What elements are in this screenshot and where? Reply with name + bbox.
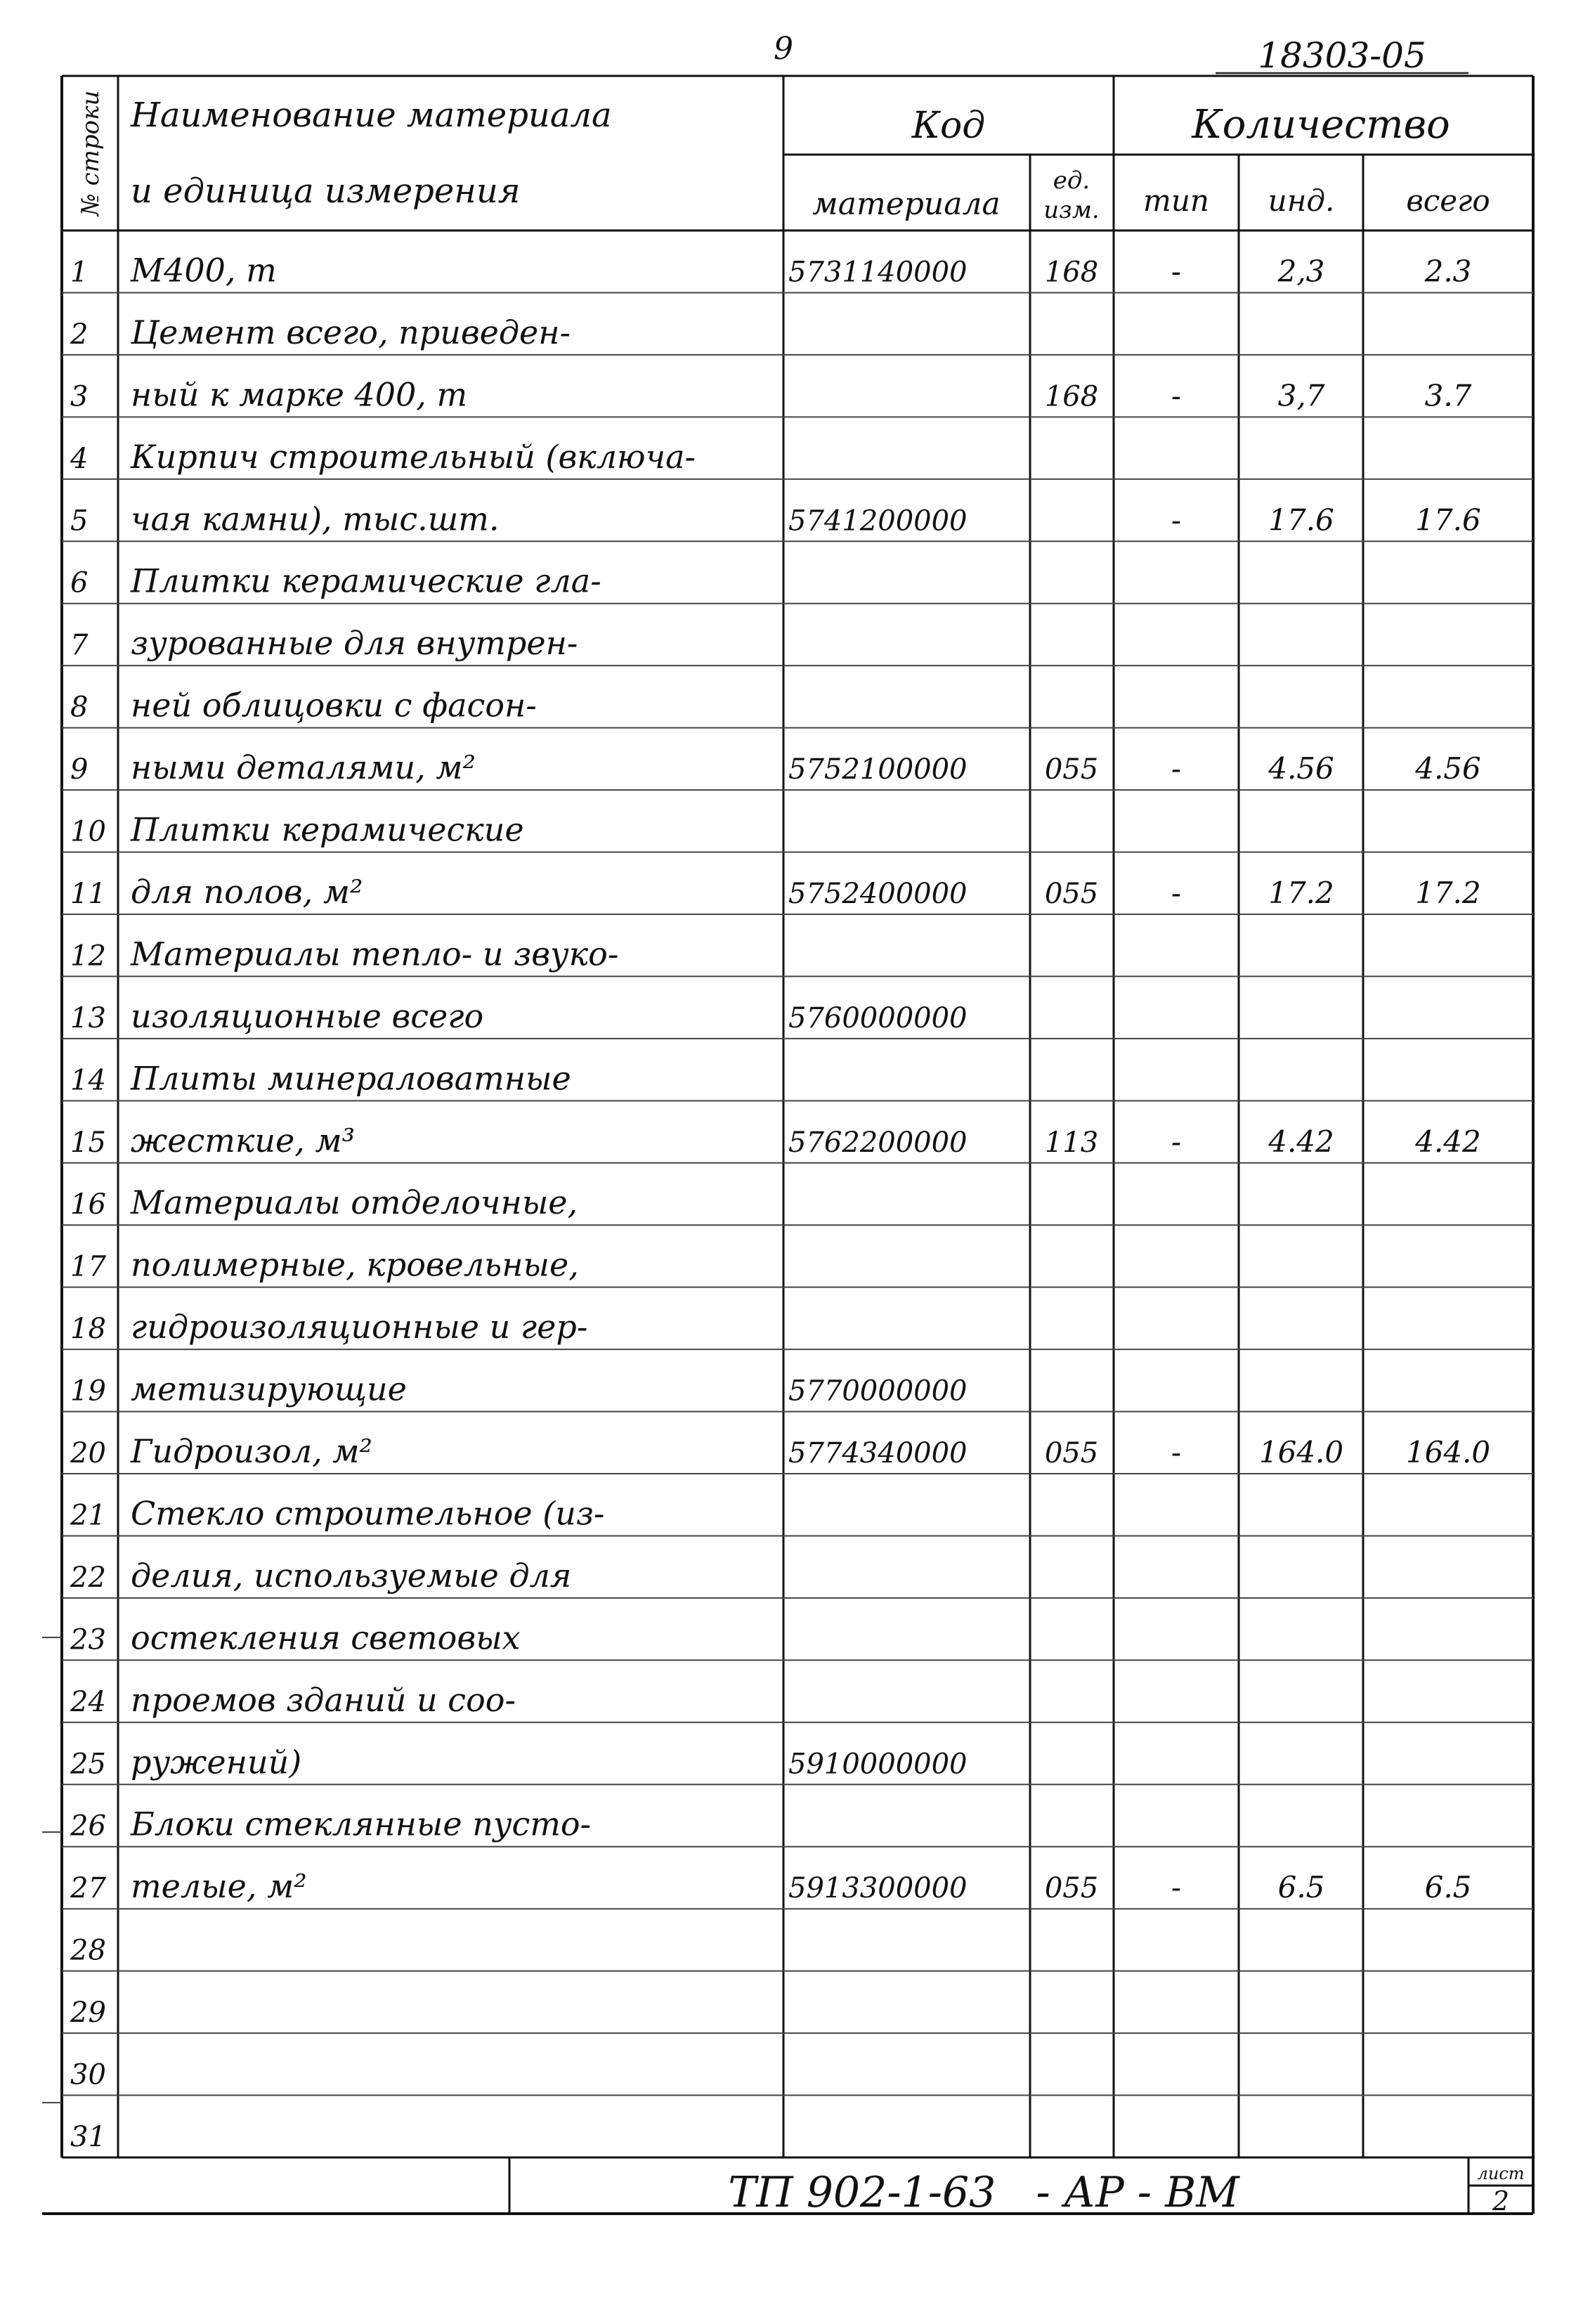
unit-code: 055	[1044, 877, 1099, 910]
material-name: полимерные, кровельные,	[131, 1245, 579, 1284]
material-name: изоляционные всего	[131, 997, 484, 1035]
table-row	[70, 313, 571, 351]
table-row	[70, 1805, 591, 1843]
header-code: Код	[911, 105, 986, 147]
row-number: 19	[70, 1375, 106, 1408]
table-row	[70, 438, 696, 476]
table-row	[70, 997, 968, 1035]
qty-total: 4.56	[1415, 751, 1481, 786]
table-row	[70, 1246, 579, 1284]
qty-type: -	[1171, 1124, 1182, 1159]
table-row	[70, 811, 524, 849]
row-number: 8	[70, 691, 89, 724]
material-name: проемов зданий и соо-	[131, 1680, 516, 1719]
document-code: 18303-05	[1258, 35, 1426, 76]
material-code: 5770000000	[788, 1375, 968, 1408]
header-row-number: № строки	[77, 90, 105, 216]
material-code: 5762200000	[788, 1126, 968, 1159]
unit-code: 168	[1044, 256, 1099, 289]
qty-ind: 17.2	[1268, 875, 1334, 910]
material-code: 5752400000	[788, 877, 968, 910]
table-row	[70, 1557, 571, 1595]
qty-type: -	[1171, 254, 1182, 289]
unit-code: 055	[1044, 1437, 1099, 1470]
table-row	[70, 1867, 1471, 1905]
material-name: гидроизоляционные и гер-	[131, 1308, 588, 1346]
qty-ind: 6.5	[1277, 1870, 1325, 1905]
header-quantity: Количество	[1192, 102, 1450, 148]
material-name: Материалы отделочные,	[131, 1183, 578, 1222]
unit-code: 168	[1044, 380, 1099, 413]
unit-code: 055	[1044, 1872, 1099, 1905]
row-number: 31	[70, 2121, 106, 2153]
row-number: 21	[70, 1499, 106, 1532]
material-code: 5752100000	[788, 753, 968, 786]
unit-code: 055	[1044, 753, 1099, 786]
material-name: жесткие, м³	[131, 1121, 356, 1160]
row-number: 5	[70, 505, 89, 538]
table-row	[70, 1618, 521, 1656]
table-row	[70, 2059, 106, 2091]
material-name: Плитки керамические гла-	[131, 561, 601, 600]
material-name: остекления световых	[131, 1618, 521, 1657]
qty-total: 17.2	[1415, 875, 1481, 910]
qty-type: -	[1171, 378, 1182, 413]
material-code: 5774340000	[788, 1437, 968, 1470]
table-row	[70, 1122, 1481, 1160]
qty-ind: 164.0	[1258, 1435, 1344, 1470]
header-qty-type: тип	[1143, 183, 1209, 218]
material-name: делия, используемые для	[131, 1556, 572, 1595]
material-name: Стекло строительное (из-	[131, 1494, 605, 1533]
qty-total: 4.42	[1415, 1124, 1481, 1159]
row-number: 27	[70, 1872, 106, 1905]
materials-table-body	[70, 251, 1490, 2153]
material-name: телые, м²	[131, 1867, 307, 1906]
row-number: 4	[70, 442, 89, 475]
qty-ind: 3,7	[1277, 378, 1325, 413]
table-row	[70, 500, 1481, 538]
table-row	[70, 375, 1472, 413]
row-number: 20	[70, 1437, 106, 1470]
row-number: 2	[70, 318, 89, 351]
table-row	[70, 1308, 587, 1346]
page-number: 9	[774, 31, 793, 67]
qty-total: 2.3	[1424, 254, 1472, 289]
qty-ind: 4.42	[1268, 1124, 1334, 1159]
material-name: ней облицовки с фасон-	[131, 686, 537, 725]
row-number: 18	[70, 1313, 106, 1346]
qty-total: 17.6	[1415, 502, 1481, 538]
table-row	[70, 935, 618, 973]
table-row	[70, 873, 1481, 911]
table-row	[70, 748, 1481, 786]
material-name: Плитки керамические	[131, 810, 524, 849]
drawing-designation: ТП 902-1-63 - АР - ВМ	[728, 2168, 1239, 2217]
table-row	[70, 1059, 571, 1097]
qty-ind: 4.56	[1268, 751, 1334, 786]
row-number: 11	[70, 877, 106, 910]
row-number: 3	[70, 380, 89, 413]
table-row	[70, 1183, 578, 1221]
qty-ind: 17.6	[1268, 502, 1334, 538]
table-row	[70, 624, 578, 662]
header-code-material: материала	[812, 186, 1001, 222]
qty-total: 164.0	[1405, 1435, 1491, 1470]
qty-type: -	[1171, 1435, 1182, 1470]
qty-type: -	[1171, 751, 1182, 786]
table-row	[70, 1432, 1490, 1470]
qty-total: 3.7	[1424, 378, 1472, 413]
row-number: 28	[70, 1934, 106, 1967]
material-name: ружений)	[131, 1743, 302, 1781]
material-name: ный к марке 400, т	[131, 375, 468, 414]
row-number: 10	[70, 815, 106, 848]
row-number: 30	[70, 2058, 106, 2091]
row-number: 12	[70, 940, 106, 973]
header-unit-line1: ед.	[1053, 167, 1090, 195]
qty-total: 6.5	[1424, 1870, 1472, 1905]
table-row	[70, 1494, 604, 1532]
row-number: 25	[70, 1748, 106, 1781]
table-row	[70, 1997, 106, 2029]
material-name: Блоки стеклянные пусто-	[131, 1805, 592, 1843]
qty-type: -	[1171, 1870, 1182, 1905]
table-row	[70, 1743, 968, 1781]
material-code: 5741200000	[788, 505, 968, 538]
table-row	[70, 2121, 106, 2153]
unit-code: 113	[1044, 1126, 1099, 1159]
row-number: 13	[70, 1001, 106, 1034]
qty-type: -	[1171, 875, 1182, 910]
table-row	[70, 1681, 516, 1719]
row-number: 15	[70, 1126, 106, 1159]
row-number: 26	[70, 1810, 106, 1843]
qty-ind: 2,3	[1277, 254, 1325, 289]
row-number: 24	[70, 1685, 106, 1718]
material-code: 5760000000	[788, 1001, 968, 1034]
table-row	[70, 562, 601, 600]
material-name: чая камни), тыс.шт.	[131, 500, 500, 538]
row-number: 29	[70, 1997, 106, 2030]
material-name: Кирпич строительный (включа-	[131, 437, 696, 476]
row-number: 16	[70, 1188, 106, 1221]
material-name: Цемент всего, приведен-	[131, 313, 571, 351]
row-number: 23	[70, 1623, 106, 1656]
material-code: 5910000000	[788, 1748, 968, 1781]
table-row	[70, 1935, 106, 1967]
sheet-number: 2	[1492, 2186, 1510, 2216]
header-unit-line2: изм.	[1043, 196, 1100, 224]
material-name: М400, т	[131, 251, 277, 290]
table-row	[70, 687, 537, 725]
qty-type: -	[1171, 502, 1182, 538]
material-name: зурованные для внутрен-	[131, 624, 578, 663]
row-number: 7	[70, 629, 89, 662]
row-number: 9	[70, 753, 89, 786]
table-row	[70, 251, 1471, 289]
header-qty-total: всего	[1406, 183, 1490, 218]
material-name: для полов, м²	[131, 872, 363, 911]
material-name: Плиты минераловатные	[131, 1059, 571, 1098]
row-number: 14	[70, 1064, 106, 1097]
material-code: 5731140000	[788, 256, 968, 289]
table-row	[70, 1370, 968, 1408]
material-name: метизирующие	[131, 1370, 407, 1408]
material-name: Гидроизол, м²	[131, 1432, 372, 1471]
row-number: 17	[70, 1250, 106, 1283]
title-block	[42, 2157, 1533, 2217]
header-qty-ind: инд.	[1268, 183, 1335, 218]
sheet-label: лист	[1477, 2164, 1525, 2183]
row-number: 22	[70, 1561, 106, 1594]
header-name-line1: Наименование материала	[131, 96, 612, 135]
material-name: Материалы тепло- и звуко-	[131, 935, 619, 973]
material-code: 5913300000	[788, 1872, 968, 1905]
material-name: ными деталями, м²	[131, 748, 476, 787]
row-number: 1	[70, 256, 89, 289]
row-number: 6	[70, 566, 89, 599]
header-name-line2: и единица измерения	[131, 171, 521, 211]
